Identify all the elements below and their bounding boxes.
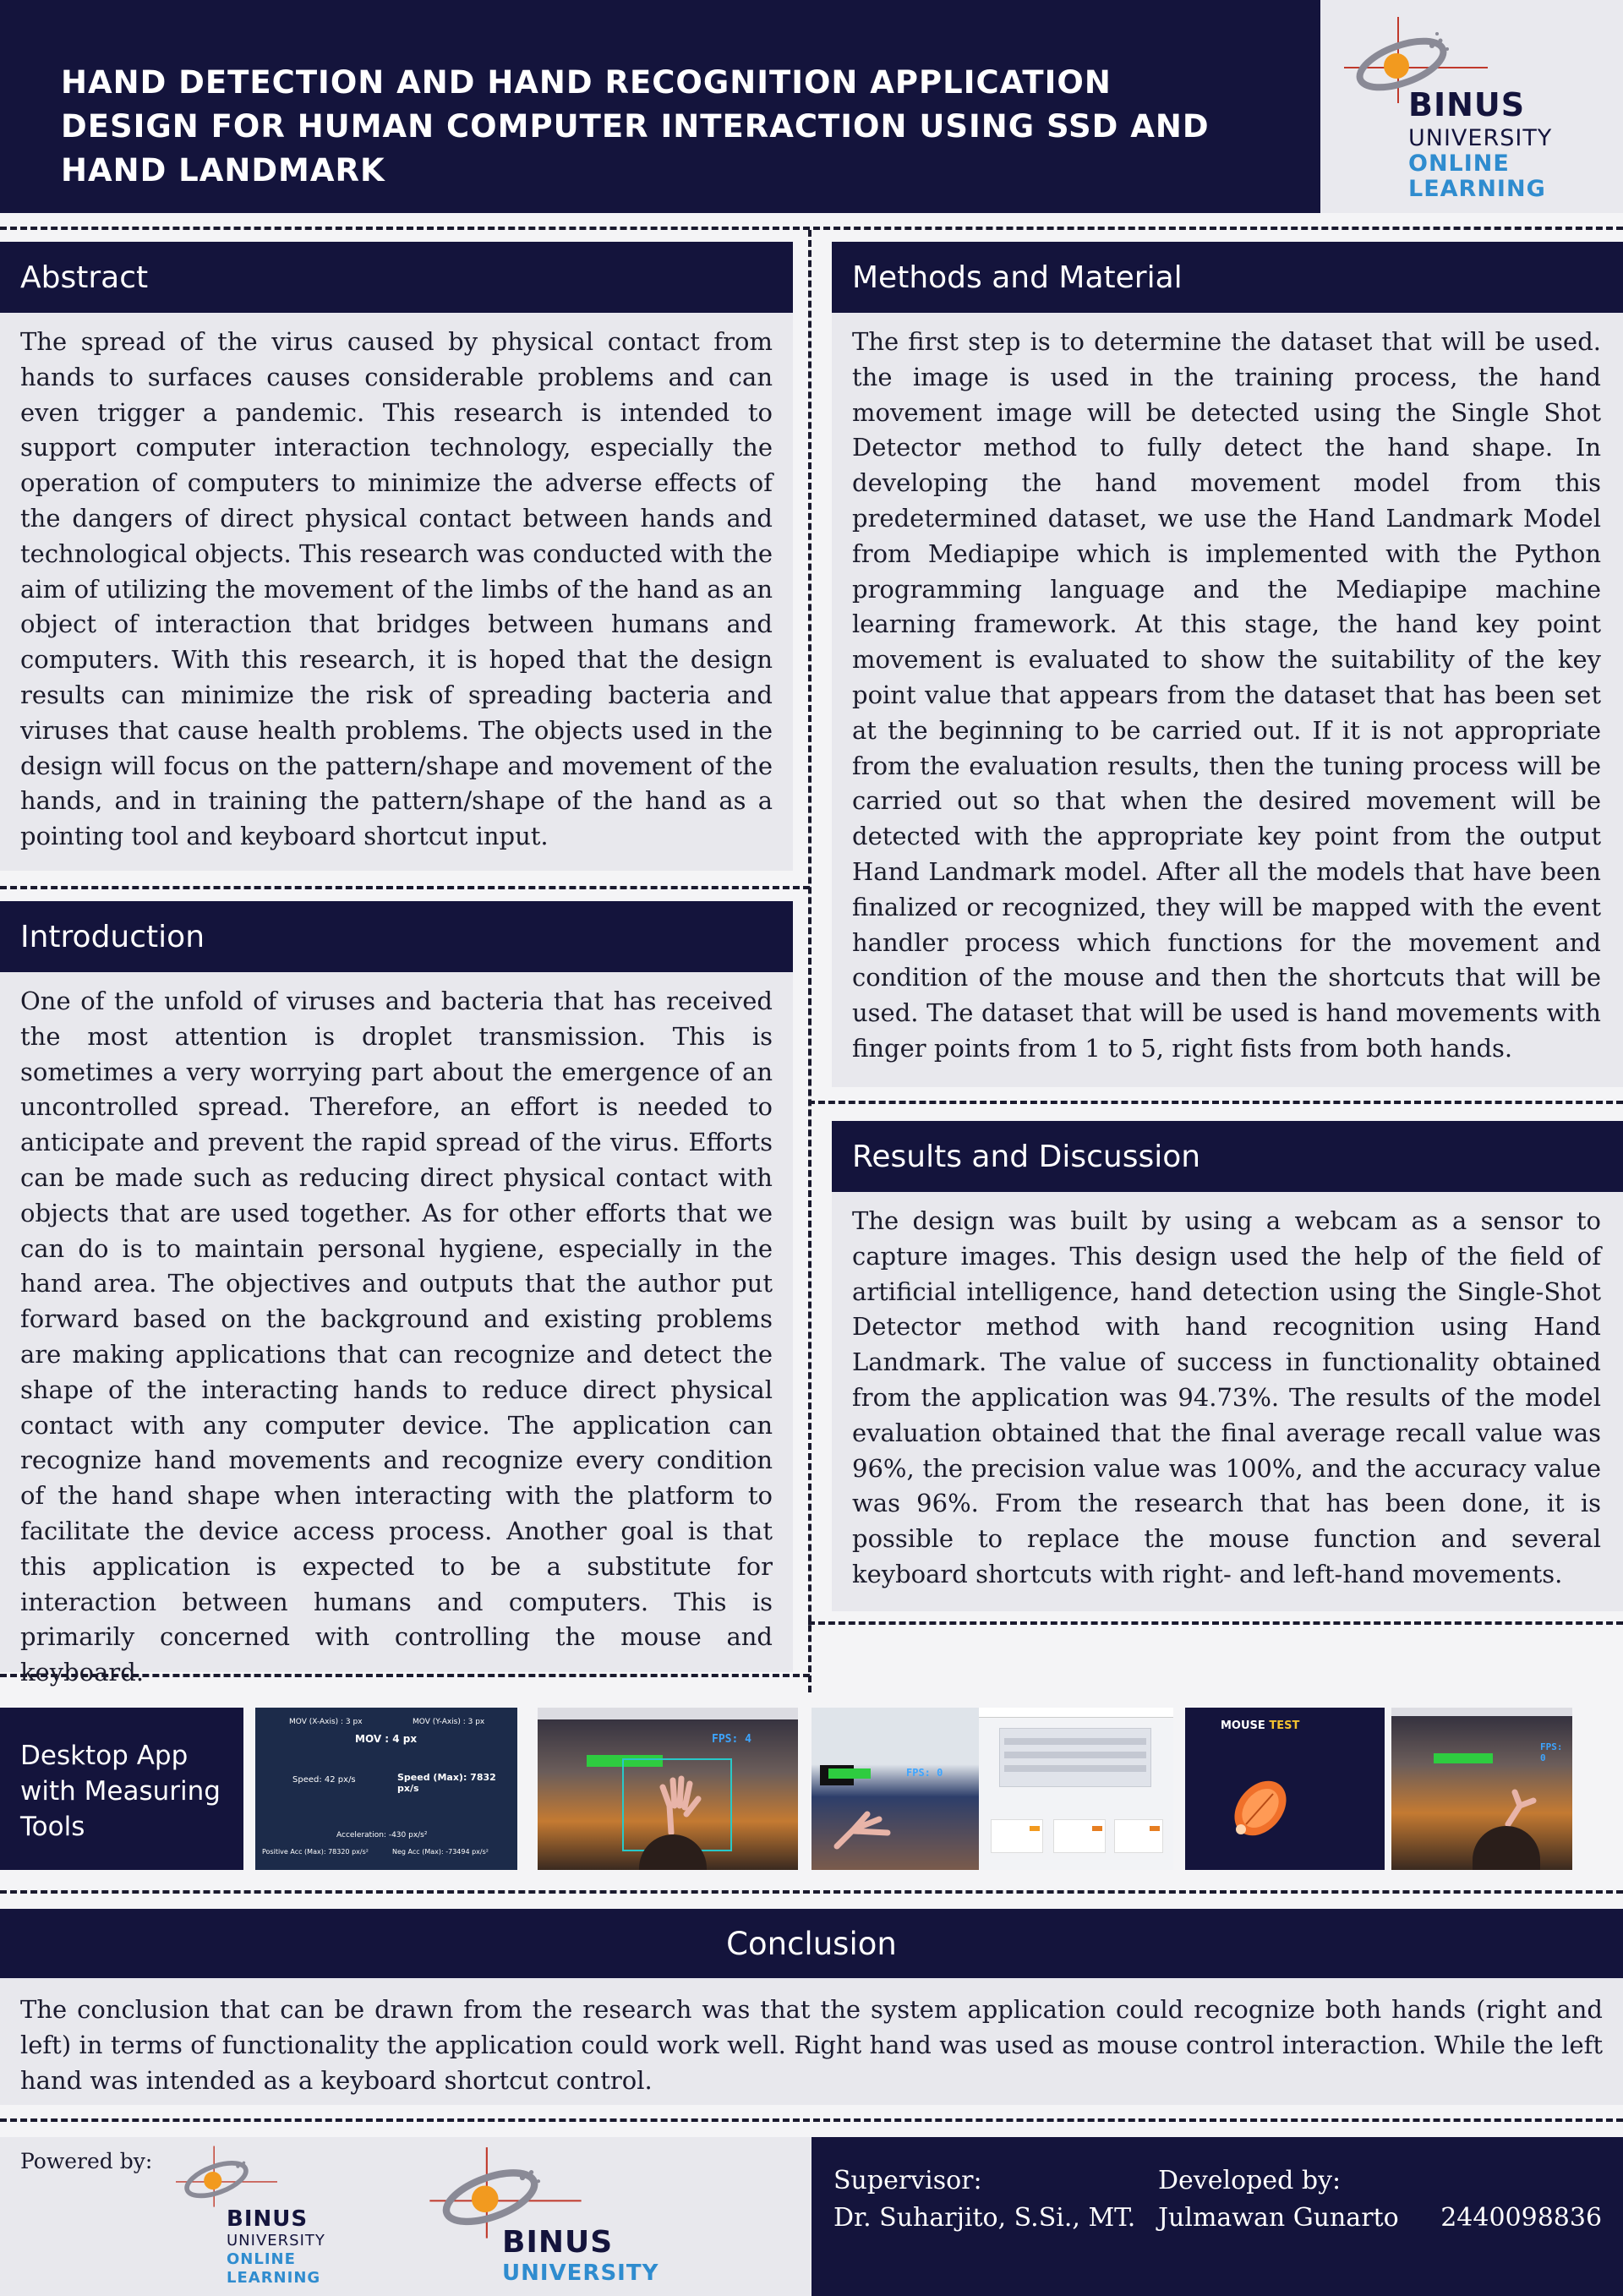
hand-detection-screenshot-3 [1391,1708,1572,1870]
mouse-test-word-mouse: MOUSE [1221,1719,1265,1732]
developer-block [1158,2162,1602,2237]
supervisor-block [833,2162,1135,2237]
results-heading: Results and Discussion [832,1121,1623,1192]
abstract-body: The spread of the virus caused by physical contact from hands to surfaces causes considerable problems and can even trigger a pandemic. This research is intended to support computer interaction technology, especially the operation of computers to minimize the adverse effects of the dangers of direct physical contact between hands and technological objects. This research was conducted with the aim of utilizing the movement of the limbs of the hand as an object of interaction that bridges between humans and computers. With this research, it is hoped that the design results can minimize the risk of spreading bacteria and viruses that cause health problems. The objects used in the design will focus on the pattern/shape and movement of the hands, and in training the pattern/shape of the hand as a pointing tool and keyboard shortcut input. [20,327,773,851]
developer-id: 2440098836 [1440,2203,1603,2233]
methods-body: The first step is to determine the dataset that will be used. the image is used in the training process, the hand movement image will be detected using the Single Shot Detector method to fully detect the hand shape. In developing the hand movement model from this predetermined dataset, we use the Hand Landmark Model from Mediapipe which is implemented with the Python programming language and the Mediapipe machine learning framework. At this stage, the hand key point movement is evaluated to show the suitability of the key point value that appears from the dataset that has been set at the beginning to be carried out. If it is not appropriate from the evaluation results, then the tuning process will be carried out so that when the desired movement will be detected with the appropriate key point from the output Hand Landmark model. After all the models that have been finalized or recognized, they will be mapped with the event handler process which functions for the movement and condition of the mouse and then the shortcuts that will be used. The dataset that will be used is hand movements with finger points from 1 to 5, right fists from both hands. [852,327,1601,1063]
results-section [832,1121,1623,1611]
column-divider [808,230,812,1692]
introduction-section [0,901,793,1687]
footer-logo-text-learning: LEARNING [227,2269,321,2287]
logo-text-learning: LEARNING [1408,176,1546,202]
fps-readout-1: FPS: 4 [712,1733,751,1746]
poster-title: HAND DETECTION AND HAND RECOGNITION APPLICATION DESIGN FOR HUMAN COMPUTER INTERACTION USING SSD AND HAND LANDMARK [61,64,1210,189]
header-logo-panel [1320,0,1623,213]
mouse-test-title [1221,1719,1299,1732]
developer-label: Developed by: [1158,2166,1342,2195]
footer-logo-text-binus: BINUS [227,2206,309,2232]
footer-logo-text-online: ONLINE [227,2250,296,2268]
measure-mov-x: MOV (X-Axis) : 3 px [289,1718,363,1726]
footer-binus-swirl-icon [176,2144,277,2211]
left-divider [0,886,810,889]
measure-negative-acc: Neg Acc (Max): -73494 px/s² [392,1848,489,1856]
conclusion-body: The conclusion that can be drawn from the research was that the system application could recognize both hands (right and left) in terms of functionality the application could work well. Right hand was used as mouse control interaction. While the left hand was intended as a keyboard shortcut control. [0,1978,1623,2105]
measure-acceleration: Acceleration: -430 px/s² [336,1831,428,1840]
footer-logo-text-university: UNIVERSITY [227,2232,325,2250]
hand-detection-screenshot-1 [538,1708,798,1870]
mouse-icon [1222,1770,1298,1846]
footer-binus-university-logo [429,2146,666,2289]
right-bottom-divider [808,1621,1623,1625]
methods-section [832,242,1623,1087]
abstract-section [0,242,793,871]
abstract-heading: Abstract [0,242,793,313]
fps-readout-2: FPS: 0 [906,1767,943,1779]
footer-divider [0,2118,1623,2122]
introduction-body: One of the unfold of viruses and bacteria that has received the most attention is droplet transmission. This is sometimes a very worrying part about the emergence of an uncontrolled spread. Therefore, an effort is needed to anticipate and prevent the rapid spread of the virus. Efforts can be made such as reducing direct physical contact with objects that are used together. As for other efforts that we can do is to maintain personal hygiene, especially in the hand area. The objectives and outputs that the author put forward based on the background and existing problems are making applications that can recognize and detect the shape of the interacting hands to reduce direct physical contact with any computer device. The application can recognize hand movements and recognize every condition of the hand shape when interacting with the platform to facilitate the device access process. Another goal is that this application is expected to be a substitute for interaction between humans and computers. This is primarily concerned with controlling the mouse and keyboard. [20,987,773,1687]
supervisor-label: Supervisor: [833,2166,982,2195]
measuring-tool-screenshot [255,1708,517,1870]
footer-credits [812,2137,1623,2296]
logo-text-binus: BINUS [1408,86,1526,123]
strip-divider [0,1890,1623,1894]
powered-by-label: Powered by: [20,2149,153,2173]
fist-hand-icon [1500,1787,1542,1829]
results-body: The design was built by using a webcam as a sensor to capture images. This design used the help of the field of artificial intelligence, hand detection using the Single-Shot Detector method with hand recognition using Hand Landmark. The value of success in functionality obtained from the application was 94.73%. The results of the model evaluation obtained that the final average recall value was 96%, the precision value was 100%, and the accuracy value was 96%. From the research that has been done, it is possible to replace the mouse function and several keyboard shortcuts with right- and left-hand movements. [852,1206,1601,1588]
poster-header [0,0,1320,213]
measure-speed: Speed: 42 px/s [292,1775,356,1785]
pointing-hand-icon [828,1796,896,1855]
hand-icon [654,1775,705,1834]
mouse-test-screenshot [1185,1708,1385,1870]
measure-mov-y: MOV (Y-Axis) : 3 px [413,1718,485,1726]
footer-binus-online-logo [176,2144,345,2293]
footer-university-text-binus: BINUS [502,2225,614,2260]
footer-sponsors [0,2137,812,2296]
mouse-test-word-test: TEST [1269,1719,1300,1732]
measure-mov: MOV : 4 px [355,1733,418,1745]
supervisor-name: Dr. Suharjito, S.Si., MT. [833,2203,1136,2233]
developer-row [1158,2200,1602,2237]
binus-online-logo [1344,15,1615,201]
keyboard-app-screenshot [979,1708,1173,1870]
logo-text-online: ONLINE [1408,150,1510,177]
hand-detection-screenshot-2 [812,1708,979,1870]
measure-positive-acc: Positive Acc (Max): 78320 px/s² [262,1848,369,1856]
logo-text-university: UNIVERSITY [1408,125,1553,151]
top-divider [0,227,1623,230]
footer-university-text-university: UNIVERSITY [502,2260,659,2286]
measure-speed-max: Speed (Max): 7832 px/s [397,1772,496,1794]
fps-readout-3: FPS: 0 [1540,1741,1563,1763]
desktop-app-label: Desktop App with Measuring Tools [0,1708,243,1870]
right-divider [808,1101,1623,1104]
developer-name: Julmawan Gunarto [1158,2203,1399,2233]
methods-heading: Methods and Material [832,242,1623,313]
conclusion-heading: Conclusion [0,1909,1623,1978]
introduction-heading: Introduction [0,901,793,972]
